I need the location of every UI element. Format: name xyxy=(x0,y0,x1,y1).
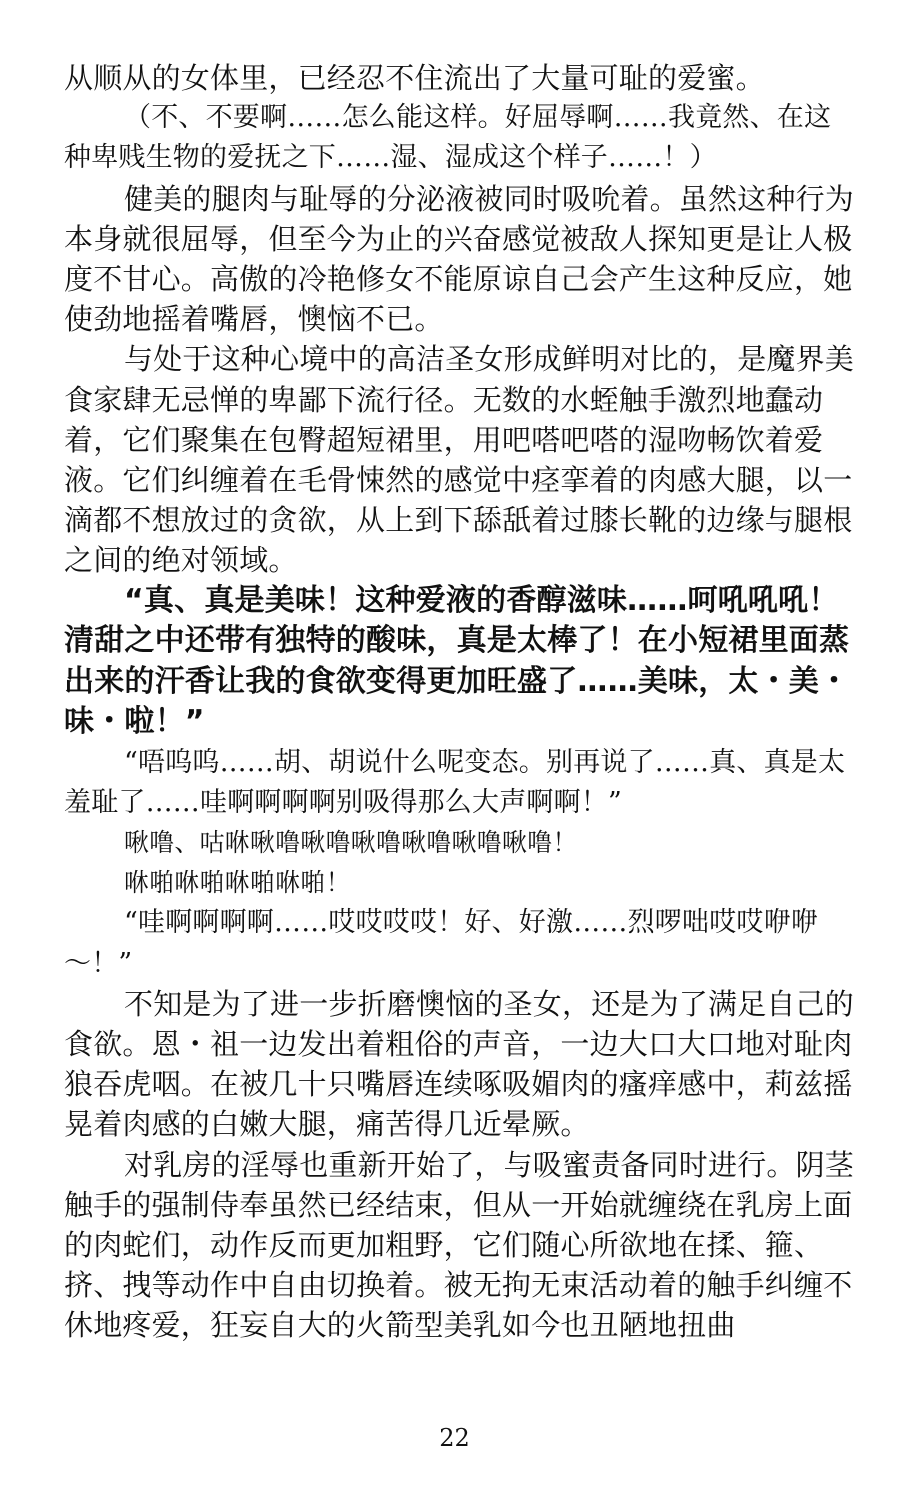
paragraph-11: 对乳房的淫辱也重新开始了，与吸蜜责备同时进行。阴茎触手的强制侍奉虽然已经结束，但从一开始就缠绕在乳房上面的肉蛇们，动作反而更加粗野，它们随心所欲地在揉、箍、挤、拽等动作中自由切换着。被无拘无束活动着的触手纠缠不休地疼爱，狂妄自大的火箭型美乳如今也丑陋地扭曲 xyxy=(64,1147,855,1343)
paragraph-1: 从顺从的女体里，已经忍不住流出了大量可耻的爱蜜。 xyxy=(64,61,765,95)
paragraph-6-dialog: “唔呜呜……胡、胡说什么呢变态。别再说了……真、真是太羞耻了……哇啊啊啊啊别吸得那么大声啊啊！” xyxy=(64,747,846,819)
paragraph-8-sfx: 咻啪咻啪咻啪咻啪！ xyxy=(124,868,351,898)
paragraph-9-dialog: “哇啊啊啊啊……哎哎哎哎！好、好激……烈啰咄哎哎咿咿～！” xyxy=(64,907,819,979)
paragraph-7-sfx: 啾噜、咕咻啾噜啾噜啾噜啾噜啾噜啾噜！ xyxy=(124,828,578,858)
paragraph-10: 不知是为了进一步折磨懊恼的圣女，还是为了满足自己的食欲。恩・祖一边发出着粗俗的声音，一边大口大口地对耻肉狼吞虎咽。在被几十只嘴唇连续啄吸媚肉的瘙痒感中，莉兹摇晃着肉感的白嫩大腿，痛苦得几近晕厥。 xyxy=(64,986,855,1142)
paragraph-5-dialog: “真、真是美味！这种爱液的香醇滋味……呵吼吼吼！清甜之中还带有独特的酸味，真是太棒了！在小短裙里面蒸出来的汗香让我的食欲变得更加旺盛了……美味，太・美・味・啦！” xyxy=(64,582,850,740)
paragraph-2-thought: （不、不要啊……怎么能这样。好屈辱啊……我竟然、在这种卑贱生物的爱抚之下……湿、湿成这个样子……！） xyxy=(64,102,832,174)
paragraph-4: 与处于这种心境中的高洁圣女形成鲜明对比的，是魔界美食家肆无忌惮的卑鄙下流行径。无数的水蛭触手激烈地蠢动着，它们聚集在包臀超短裙里，用吧嗒吧嗒的湿吻畅饮着爱液。它们纠缠着在毛骨悚然的感觉中痉挛着的肉感大腿，以一滴都不想放过的贪欲，从上到下舔舐着过膝长靴的边缘与腿根之间的绝对领域。 xyxy=(64,342,855,578)
paragraph-3: 健美的腿肉与耻辱的分泌液被同时吸吮着。虽然这种行为本身就很屈辱，但至今为止的兴奋感觉被敌人探知更是让人极度不甘心。高傲的冷艳修女不能原谅自己会产生这种反应，她使劲地摇着嘴唇，懊恼不已。 xyxy=(64,181,855,337)
page-number: 22 xyxy=(439,1424,470,1452)
body-text xyxy=(64,58,854,1346)
